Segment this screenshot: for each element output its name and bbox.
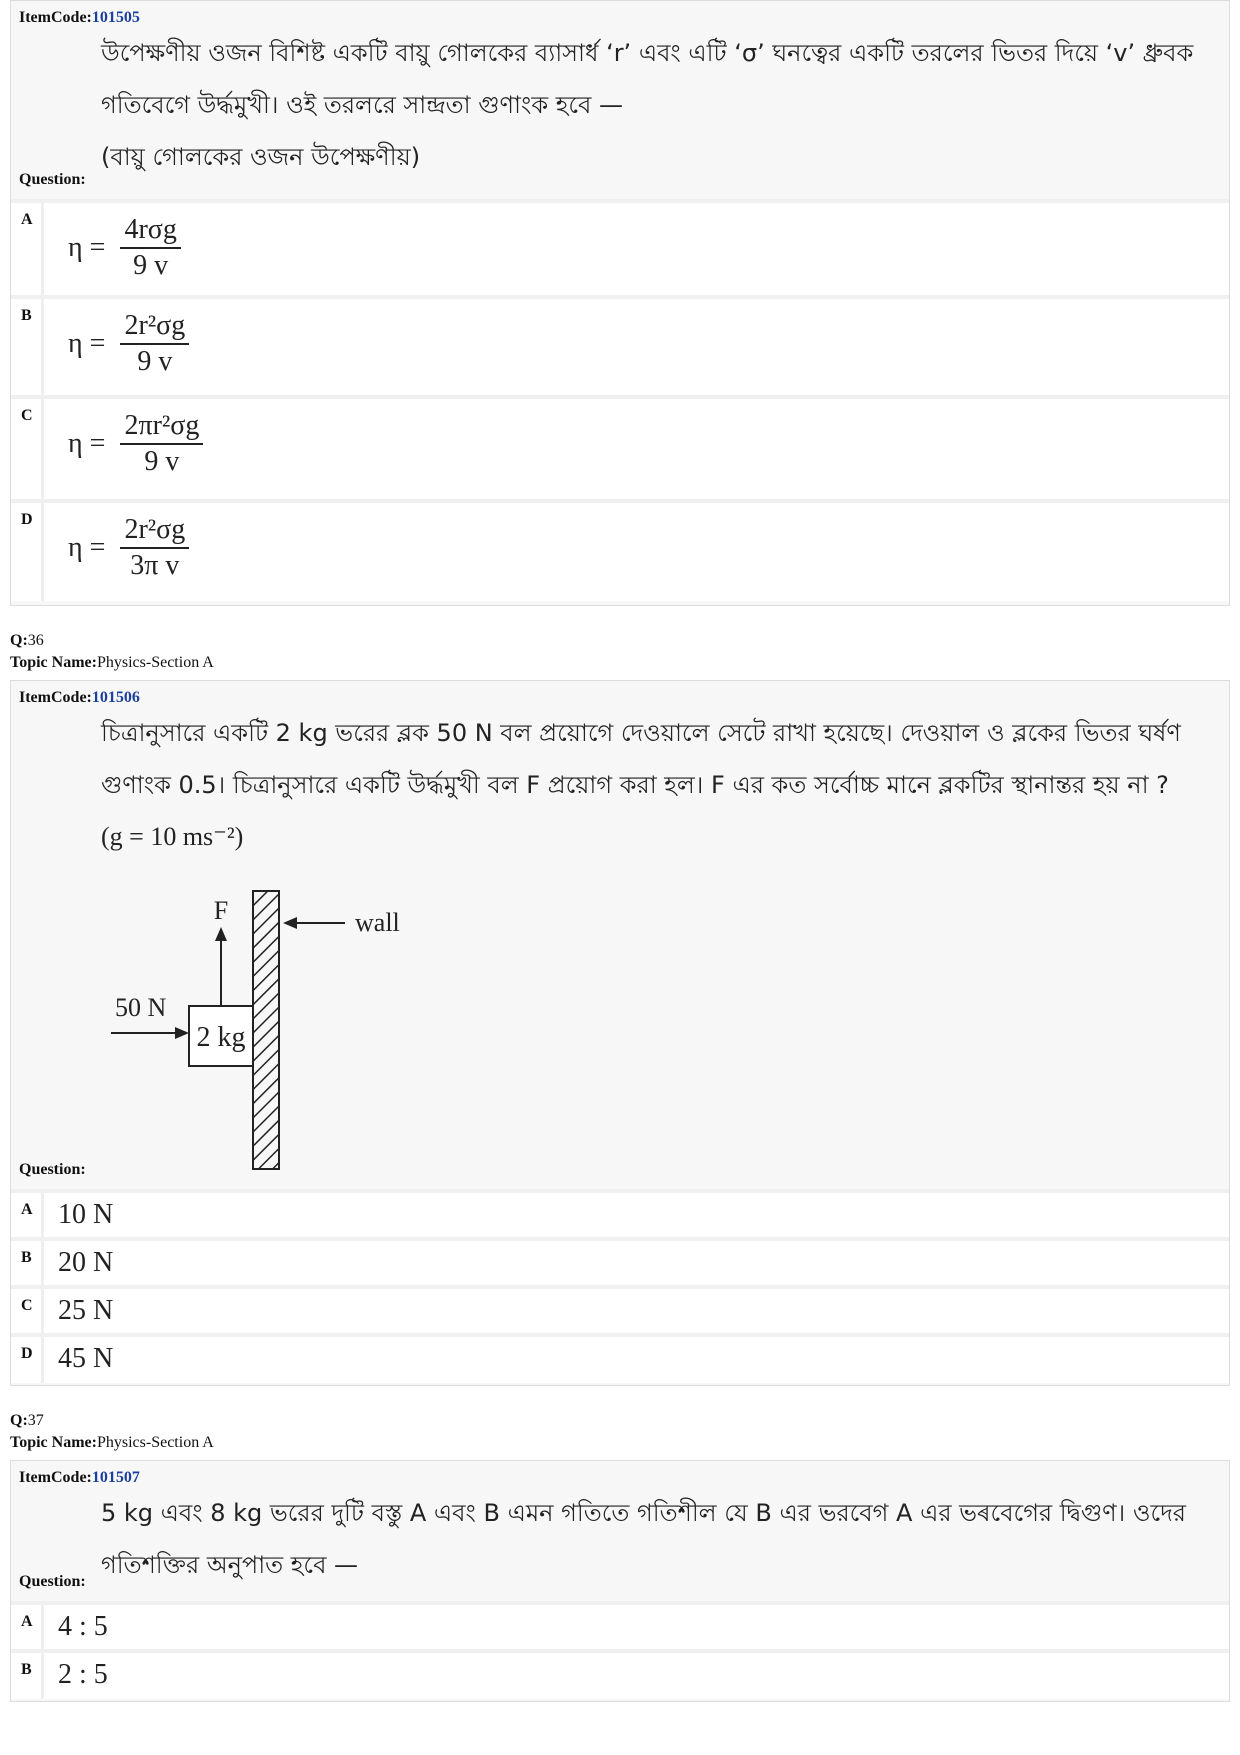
numerator: 2πr²σg bbox=[120, 409, 203, 445]
option-key: B bbox=[21, 1661, 32, 1678]
option-value: 10 N bbox=[58, 1199, 114, 1230]
question-text bbox=[101, 707, 1181, 863]
topic-label: Topic Name: bbox=[10, 654, 97, 671]
question-text-line: গতিবেগে উর্দ্ধমুখী। ওই তরলরে সান্দ্রতা গুণাংক হবে — bbox=[101, 91, 623, 119]
item-code: 101505 bbox=[91, 9, 140, 26]
option-b[interactable] bbox=[11, 1237, 1229, 1285]
formula: η = $\frac{\text{2πr²σg}}{9 v}$ bbox=[68, 409, 203, 479]
question-text-line: (g = 10 ms⁻²) bbox=[101, 822, 244, 851]
option-c[interactable] bbox=[11, 395, 1229, 499]
arrow-right-icon bbox=[175, 1027, 189, 1039]
q-number: 36 bbox=[27, 632, 44, 649]
formula: η = $\frac{\text{2r²σg}}{9 v}$ bbox=[68, 309, 189, 379]
item-code-line bbox=[19, 689, 140, 707]
item-code: 101507 bbox=[91, 1469, 140, 1486]
topic-name: Physics-Section A bbox=[96, 1434, 214, 1451]
option-value: 45 N bbox=[58, 1343, 114, 1374]
option-value: 25 N bbox=[58, 1295, 114, 1326]
block-mass-label: 2 kg bbox=[196, 1022, 246, 1053]
option-d[interactable] bbox=[11, 499, 1229, 601]
option-key: D bbox=[21, 511, 33, 528]
force-diagram bbox=[107, 881, 427, 1171]
push-force-label: 50 N bbox=[115, 993, 167, 1022]
arrow-up-icon bbox=[215, 927, 227, 941]
question-text-line: চিত্রানুসারে একটি 2 kg ভরের ব্লক 50 N বল প্রয়োগে দেওয়ালে সেটে রাখা হয়েছে। দেওয়াল ও ব্লকের ভিতর ঘর্ষণ bbox=[101, 719, 1181, 747]
question-card-36 bbox=[10, 680, 1230, 1386]
question-card-35 bbox=[10, 0, 1230, 606]
option-value: 20 N bbox=[58, 1247, 114, 1278]
topic-name: Physics-Section A bbox=[96, 654, 214, 671]
question-text-line: গুণাংক 0.5। চিত্রানুসারে একটি উর্দ্ধমুখী বল F প্রয়োগ করা হল। F এর কত সর্বোচ্চ মানে ব্লকটির স্থানান্তর হয় না ? bbox=[101, 771, 1169, 799]
option-key: D bbox=[21, 1345, 33, 1362]
item-code-label: ItemCode: bbox=[19, 9, 92, 26]
item-code-label: ItemCode: bbox=[19, 1469, 92, 1486]
denominator: 3π v bbox=[130, 550, 180, 581]
item-code-label: ItemCode: bbox=[19, 689, 92, 706]
force-f-label: F bbox=[213, 896, 229, 925]
option-b[interactable] bbox=[11, 1649, 1229, 1699]
option-key: A bbox=[21, 1613, 33, 1630]
option-value: 2 : 5 bbox=[58, 1659, 108, 1690]
question-text-line: (বায়ু গোলকের ওজন উপেক্ষণীয়) bbox=[101, 143, 421, 171]
item-code-line bbox=[19, 1469, 140, 1487]
question-label: Question: bbox=[19, 1161, 86, 1178]
option-d[interactable] bbox=[11, 1333, 1229, 1383]
question-text-line: 5 kg এবং 8 kg ভরের দুটি বস্তু A এবং B এমন গতিতে গতিশীল যে B এর ভরবেগ A এর ভৰবেগের দ্বিগুণ। ওদের bbox=[101, 1499, 1187, 1527]
wall-label: wall bbox=[355, 908, 400, 937]
option-key: C bbox=[21, 1297, 33, 1314]
option-key: C bbox=[21, 407, 33, 424]
option-key: B bbox=[21, 307, 32, 324]
question-header-36 bbox=[10, 630, 214, 674]
question-text-line: গতিশক্তির অনুপাত হবে — bbox=[101, 1551, 359, 1579]
option-a[interactable] bbox=[11, 1189, 1229, 1237]
formula: η = $\frac{\text{2r²σg}}{\text{3π v}}$ bbox=[68, 513, 189, 583]
denominator: 9 v bbox=[133, 250, 169, 281]
numerator: 2r²σg bbox=[120, 513, 189, 549]
option-value: 4 : 5 bbox=[58, 1611, 108, 1642]
q-label: Q: bbox=[10, 1412, 28, 1429]
item-code-line bbox=[19, 9, 140, 27]
question-label: Question: bbox=[19, 171, 86, 188]
formula: η = $\frac{\text{4rσg}}{9 v}$ bbox=[68, 213, 181, 283]
option-a[interactable] bbox=[11, 199, 1229, 295]
question-text bbox=[101, 1487, 1186, 1591]
question-text-line: উপেক্ষণীয় ওজন বিশিষ্ট একটি বায়ু গোলকের ব্যাসার্ধ ‘r’ এবং এটি ‘σ’ ঘনত্বের একটি তরলের ভিতর দিয়ে ‘v’ ধ্রুবক bbox=[101, 39, 1194, 67]
option-b[interactable] bbox=[11, 295, 1229, 395]
option-key: B bbox=[21, 1249, 32, 1266]
topic-label: Topic Name: bbox=[10, 1434, 97, 1451]
option-a[interactable] bbox=[11, 1601, 1229, 1649]
option-key: A bbox=[21, 211, 33, 228]
numerator: 4rσg bbox=[120, 213, 180, 249]
question-header-37 bbox=[10, 1410, 214, 1454]
question-card-37 bbox=[10, 1460, 1230, 1702]
question-label: Question: bbox=[19, 1573, 86, 1590]
q-label: Q: bbox=[10, 632, 28, 649]
option-key: A bbox=[21, 1201, 33, 1218]
option-c[interactable] bbox=[11, 1285, 1229, 1333]
arrow-left-icon bbox=[283, 917, 297, 929]
denominator: 9 v bbox=[137, 346, 173, 377]
q-number: 37 bbox=[27, 1412, 44, 1429]
question-text bbox=[101, 27, 1193, 183]
wall-hatch bbox=[253, 891, 279, 1169]
numerator: 2r²σg bbox=[120, 309, 189, 345]
item-code: 101506 bbox=[91, 689, 140, 706]
denominator: 9 v bbox=[144, 446, 180, 477]
